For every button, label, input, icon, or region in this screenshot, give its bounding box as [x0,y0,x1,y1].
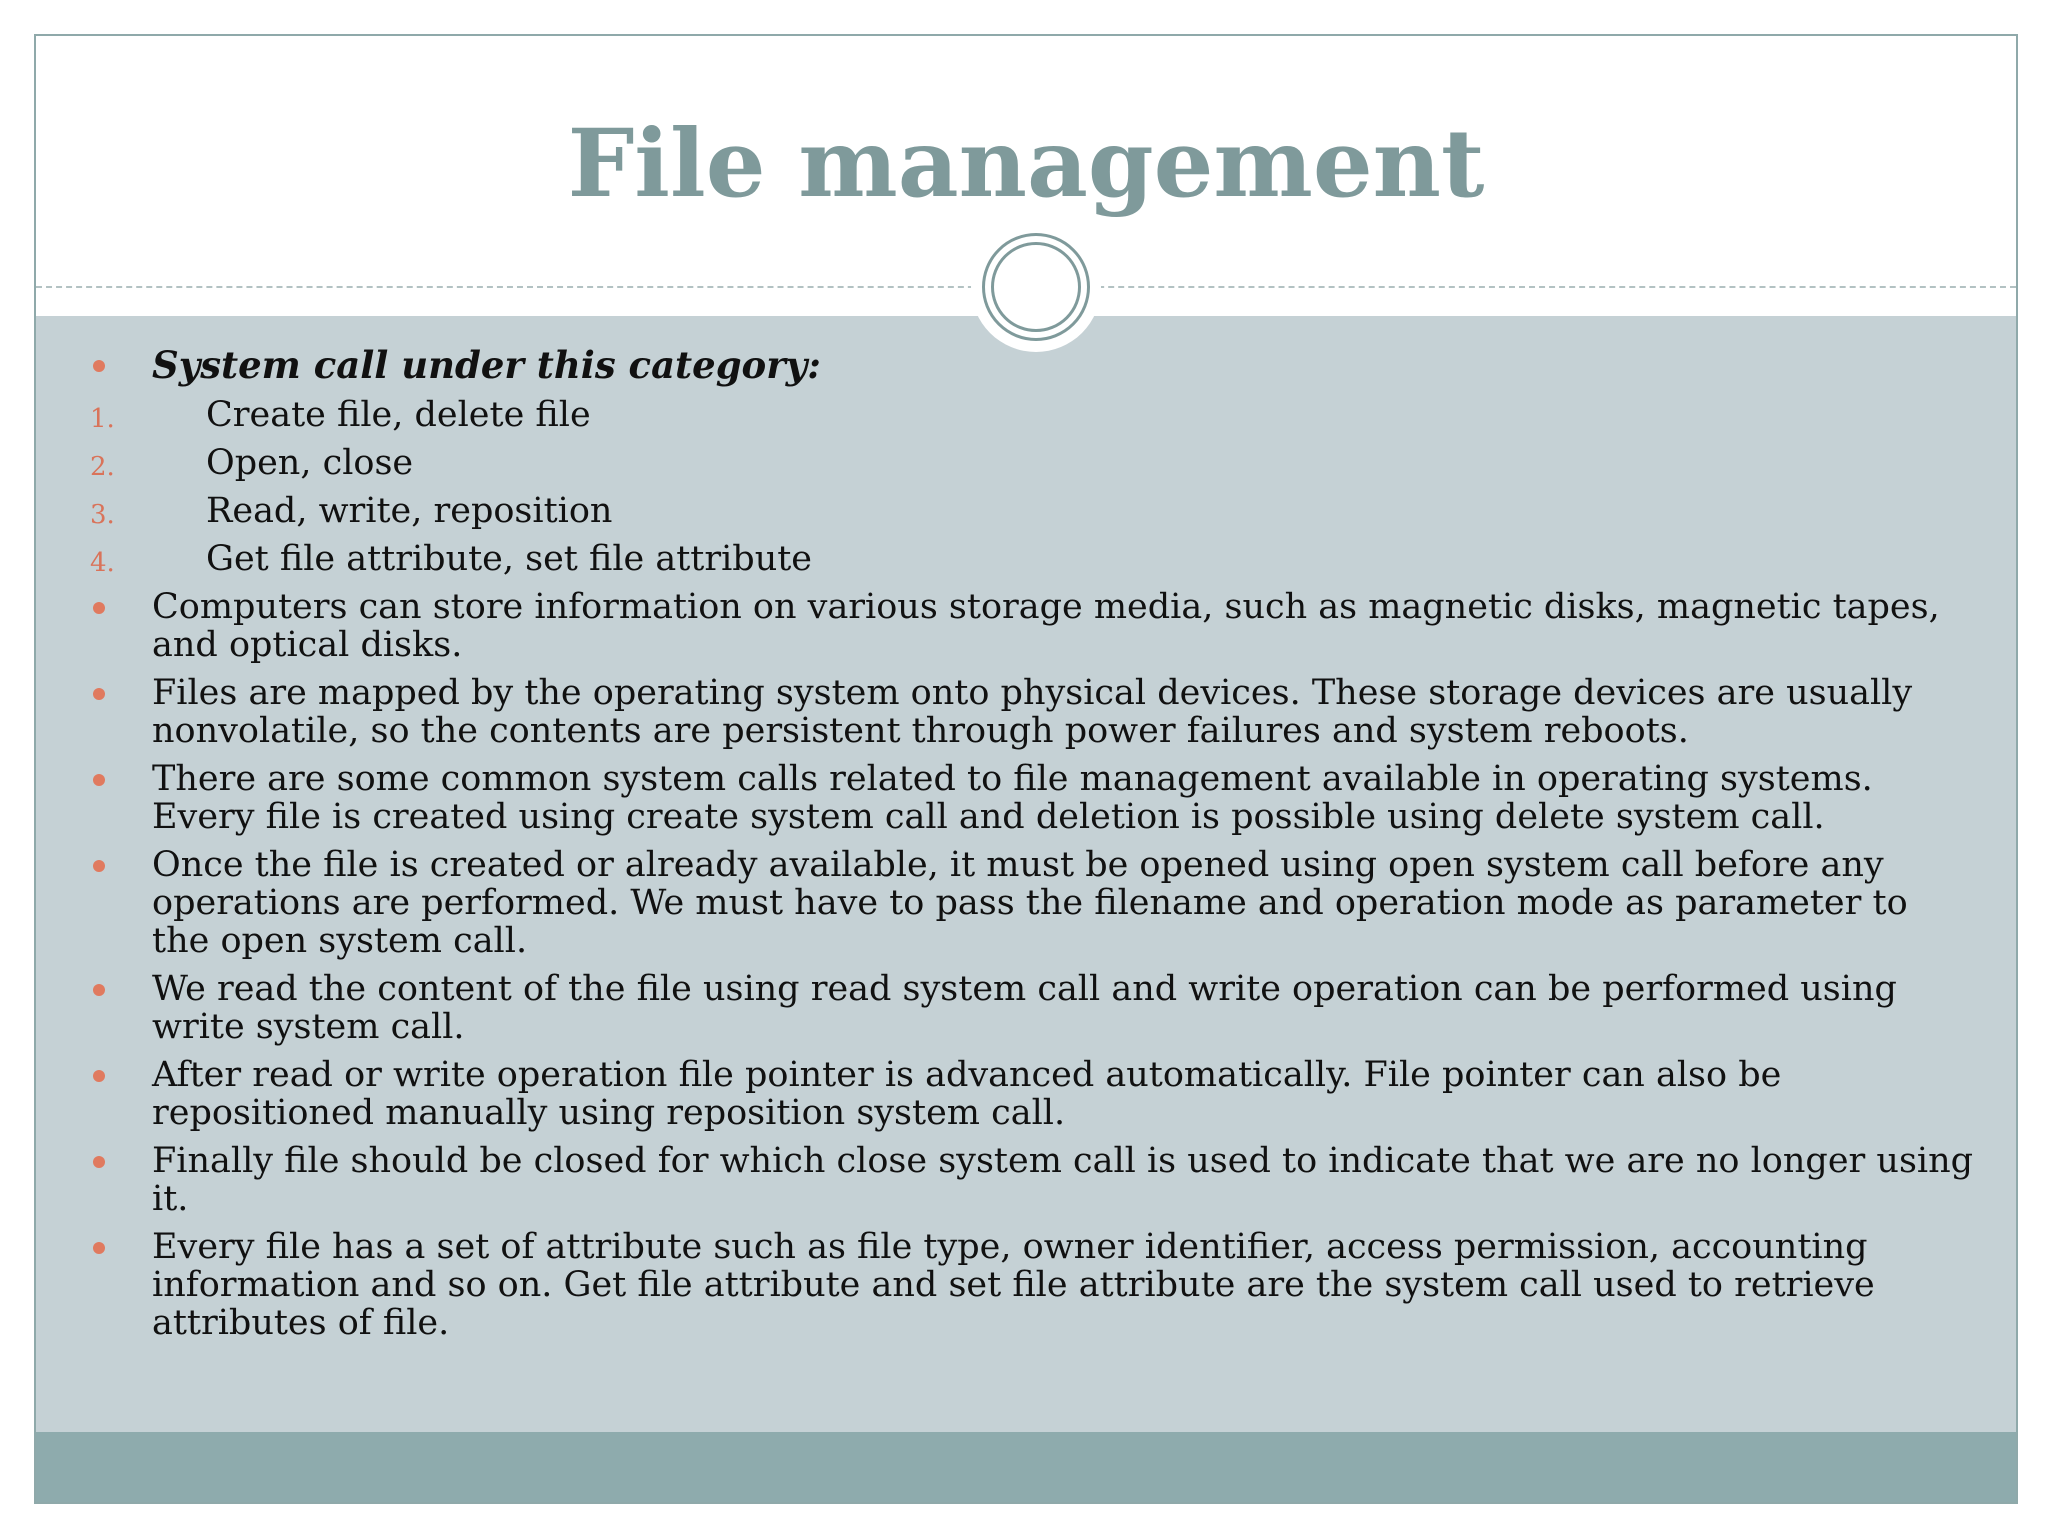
bullet-text: We read the content of the file using read system call and write operation can be performed using write system call. [152,969,1897,1047]
bullet-text: Computers can store information on various storage media, such as magnetic disks, magnetic tapes, and optical disks. [152,587,1940,665]
numbered-item [36,444,2016,482]
bullet-icon [93,688,105,700]
bullet-text: Finally file should be closed for which close system call is used to indicate that we are no longer using it. [152,1141,1974,1219]
bullet-icon [93,360,105,372]
bullet-text: Files are mapped by the operating system onto physical devices. These storage devices are usually nonvolatile, so the contents are persistent through power failures and system reboots. [152,673,1913,751]
item-number: 2. [90,452,115,482]
numbered-item-text: Create file, delete file [206,395,591,435]
bullet-icon [93,774,105,786]
bullet-text: Every file has a set of attribute such as file type, owner identifier, access permission, accounting information and so on. Get file attribute and set file attribute are the system call used to retrieve attributes of file. [152,1227,1875,1343]
bullet-item [36,760,2016,836]
slide-body [36,343,2016,1352]
bullet-icon [93,1242,105,1254]
numbered-item-text: Get file attribute, set file attribute [206,539,813,579]
bullet-icon [93,860,105,872]
bullet-item [36,1228,2016,1342]
bullet-item [36,674,2016,750]
slide-title: File management [567,109,1485,219]
category-heading: System call under this category: [152,343,821,387]
numbered-item-text: Read, write, reposition [206,491,613,531]
bullet-icon [93,1070,105,1082]
item-number: 3. [90,500,115,530]
numbered-item [36,540,2016,578]
item-number: 1. [90,404,115,434]
bullet-text: After read or write operation file pointer is advanced automatically. File pointer can also be repositioned manually using reposition system call. [152,1055,1782,1133]
bullet-item [36,588,2016,664]
bullet-item [36,1056,2016,1132]
bullet-text: There are some common system calls related to file management available in operating systems. Every file is created using create system call and deletion is possible using delete system call. [152,759,1873,837]
bullet-icon [93,1156,105,1168]
bullet-icon [93,984,105,996]
footer-band [36,1432,2016,1502]
slide [34,34,2018,1504]
bullet-item-heading [36,343,2016,387]
bullet-item [36,1142,2016,1218]
circle-ornament-inner [991,242,1081,332]
bullet-icon [93,602,105,614]
bullet-text: Once the file is created or already available, it must be opened using open system call before any operations are performed. We must have to pass the filename and operation mode as parameter to the open system call. [152,845,1908,961]
bullet-item [36,970,2016,1046]
numbered-item [36,396,2016,434]
numbered-item [36,492,2016,530]
numbered-item-text: Open, close [206,443,414,483]
item-number: 4. [90,548,115,578]
bullet-item [36,846,2016,960]
